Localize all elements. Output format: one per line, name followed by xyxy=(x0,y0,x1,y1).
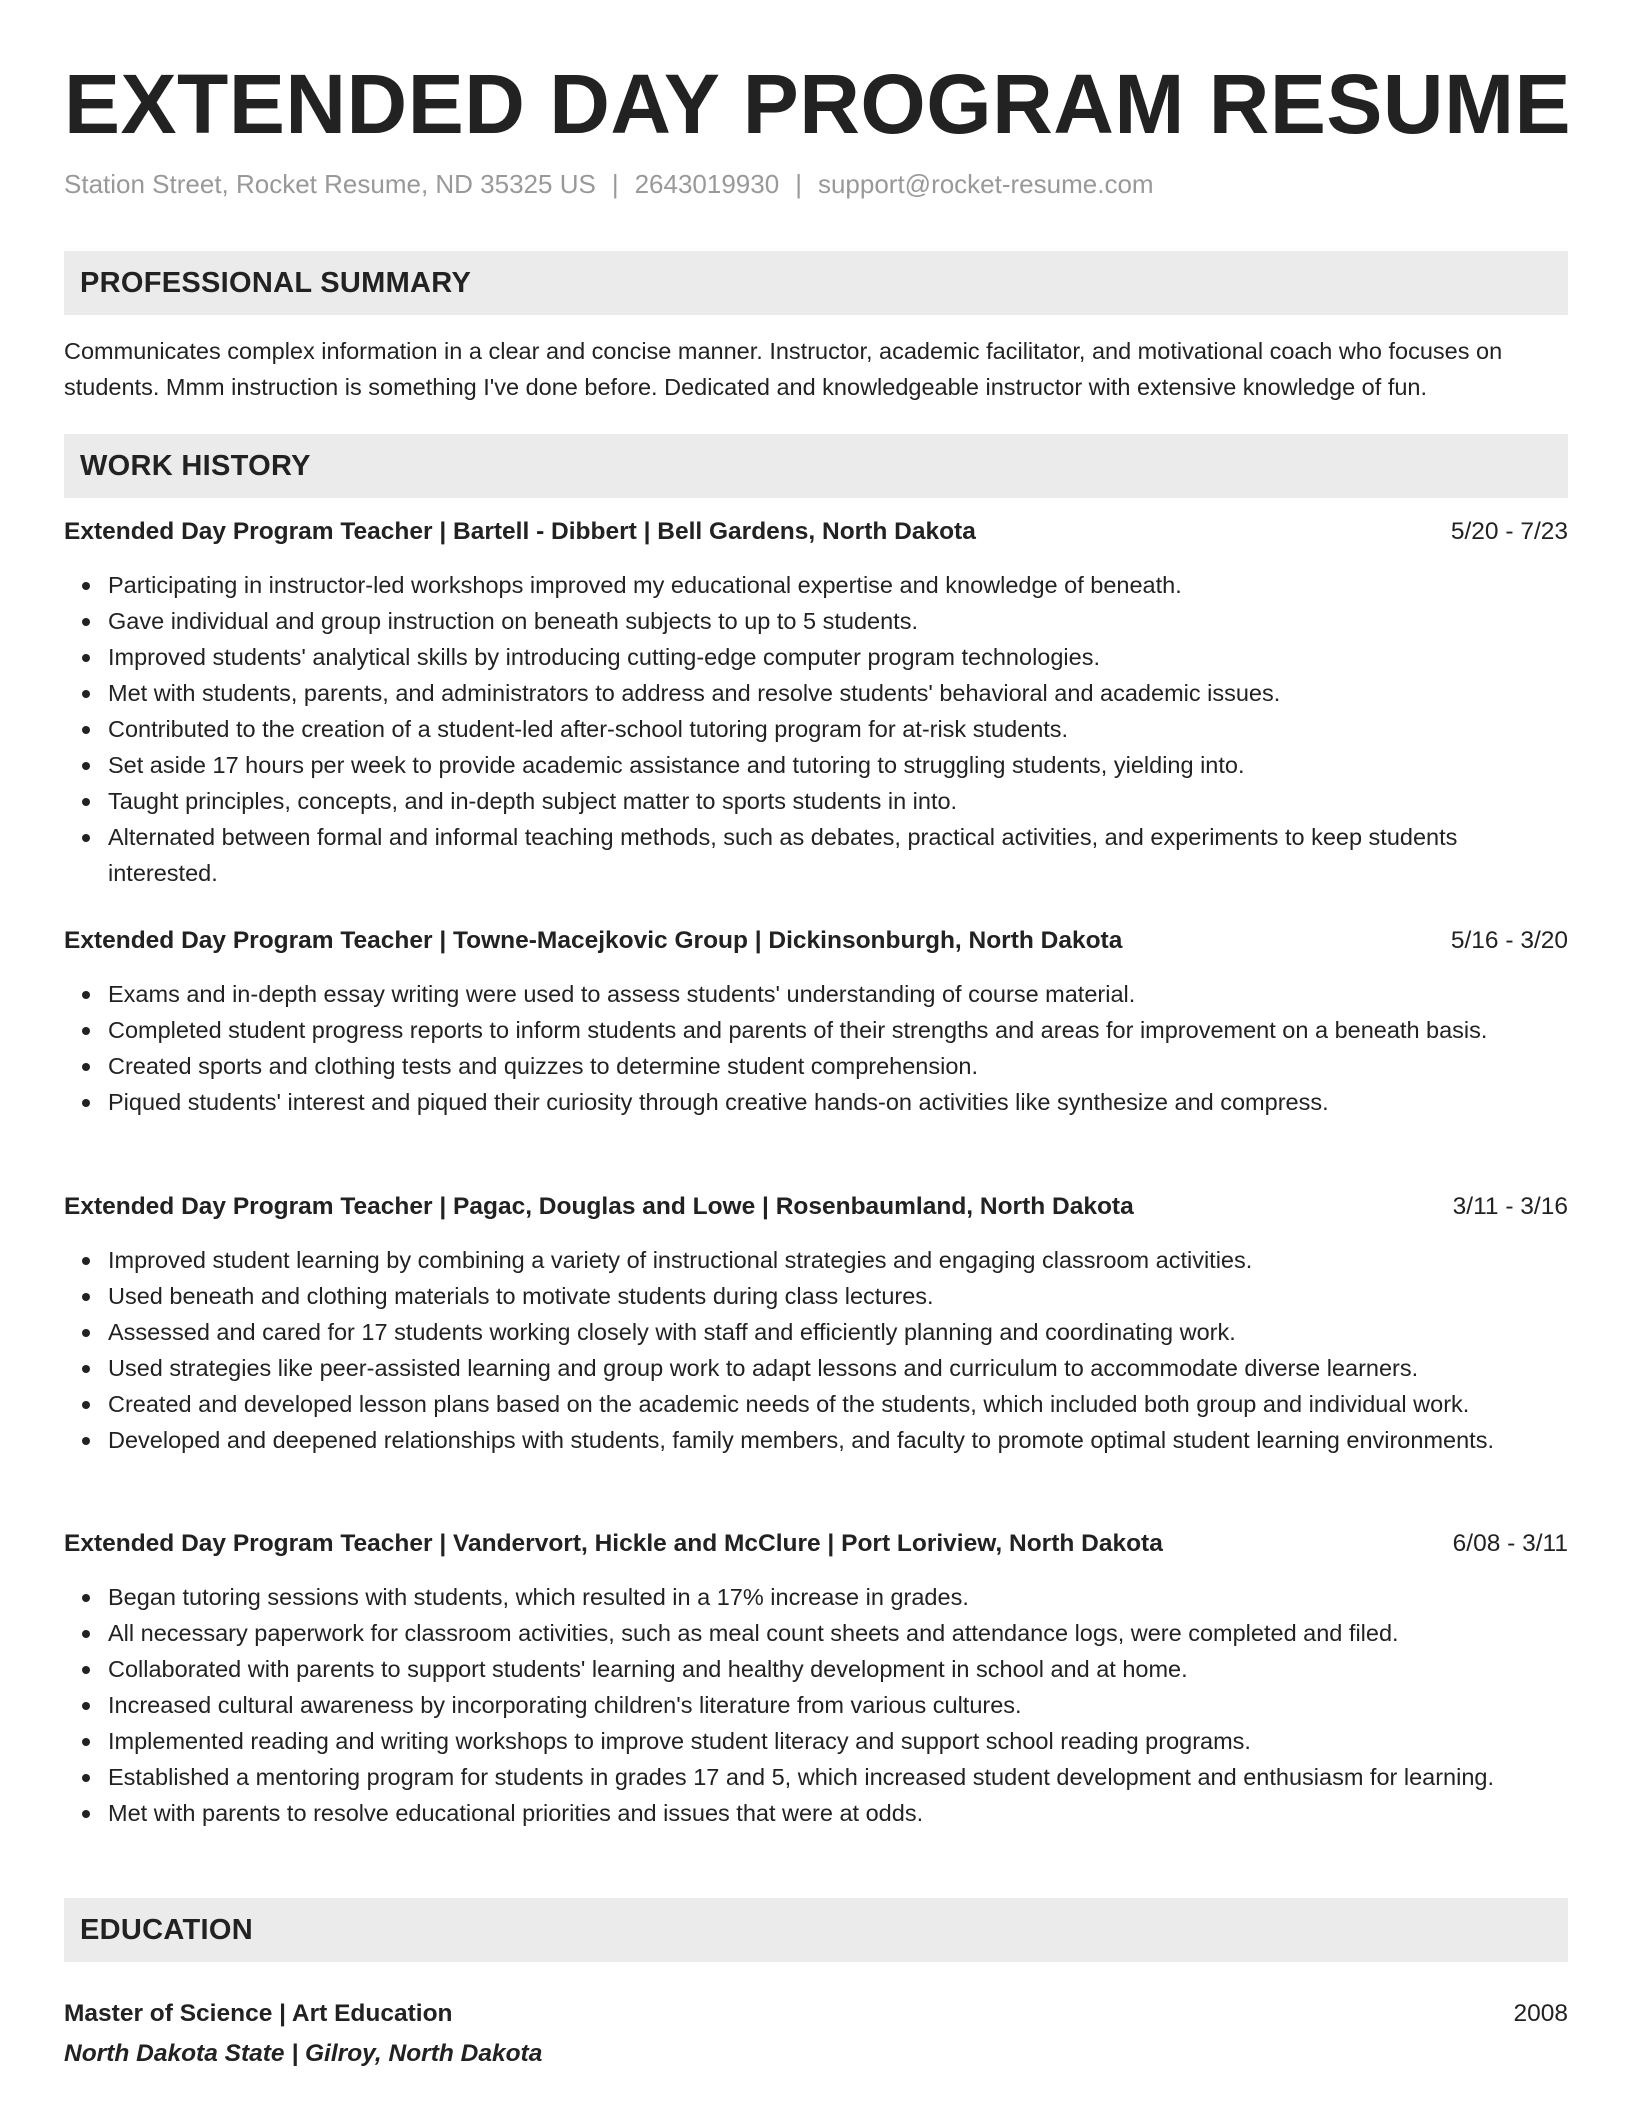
bullet-text: Met with parents to resolve educational priorities and issues that were at odds. xyxy=(108,1800,924,1826)
bullet-icon xyxy=(82,1027,90,1035)
bullet-icon xyxy=(82,1099,90,1107)
education-entry xyxy=(64,1996,1568,2072)
job-bullet-list xyxy=(64,1242,1568,1458)
contact-phone: 2643019930 xyxy=(634,169,780,199)
bullet-text: Developed and deepened relationships with students, family members, and faculty to promote optimal student learning environments. xyxy=(108,1427,1494,1453)
education-school: North Dakota State | Gilroy, North Dakota xyxy=(64,2040,543,2067)
bullet-icon xyxy=(82,1810,90,1818)
job-bullet-list xyxy=(64,567,1568,891)
resume-title: EXTENDED DAY PROGRAM RESUME xyxy=(64,57,1572,151)
bullet-text: Improved students' analytical skills by introducing cutting-edge computer program technologies. xyxy=(108,644,1101,670)
list-item xyxy=(64,1386,1568,1422)
education-degree-row xyxy=(64,1996,1568,2032)
list-item xyxy=(64,1795,1568,1831)
section-title-education: EDUCATION xyxy=(80,1914,253,1946)
list-item xyxy=(64,711,1568,747)
contact-address: Station Street, Rocket Resume, ND 35325 US xyxy=(64,169,596,199)
job-entry xyxy=(64,923,1568,1120)
bullet-icon xyxy=(82,726,90,734)
job-bullet-list xyxy=(64,1579,1568,1831)
section-header-work-history xyxy=(64,434,1568,498)
job-dates: 5/20 - 7/23 xyxy=(1450,518,1568,545)
bullet-text: Used strategies like peer-assisted learning and group work to adapt lessons and curriculum to accommodate diverse learners. xyxy=(108,1355,1419,1381)
bullet-icon xyxy=(82,1630,90,1638)
list-item xyxy=(64,1615,1568,1651)
bullet-icon xyxy=(82,618,90,626)
list-item xyxy=(64,1422,1568,1458)
bullet-icon xyxy=(82,1293,90,1301)
bullet-text: Completed student progress reports to inform students and parents of their strengths and areas for improvement on a beneath basis. xyxy=(108,1017,1488,1043)
list-item xyxy=(64,1278,1568,1314)
bullet-text: Set aside 17 hours per week to provide academic assistance and tutoring to struggling students, yielding into. xyxy=(108,752,1245,778)
contact-separator: | xyxy=(795,169,802,199)
section-title-work-history: WORK HISTORY xyxy=(80,450,311,482)
list-item xyxy=(64,1242,1568,1278)
list-item xyxy=(64,1579,1568,1615)
list-item xyxy=(64,976,1568,1012)
bullet-text: Collaborated with parents to support students' learning and healthy development in school and at home. xyxy=(108,1656,1188,1682)
professional-summary-text: Communicates complex information in a clear and concise manner. Instructor, academic facilitator, and motivational coach who focuses on students. Mmm instruction is something I've done before. Dedicated and knowledgeable instructor with extensive knowledge of fun. xyxy=(64,338,1503,400)
list-item xyxy=(64,1651,1568,1687)
job-heading-row xyxy=(64,923,1568,959)
bullet-icon xyxy=(82,1401,90,1409)
bullet-text: Established a mentoring program for students in grades 17 and 5, which increased student development and enthusiasm for learning. xyxy=(108,1764,1495,1790)
bullet-icon xyxy=(82,762,90,770)
bullet-text: Improved student learning by combining a variety of instructional strategies and engaging classroom activities. xyxy=(108,1247,1253,1273)
bullet-icon xyxy=(82,654,90,662)
bullet-text: Exams and in-depth essay writing were used to assess students' understanding of course material. xyxy=(108,981,1136,1007)
contact-email: support@rocket-resume.com xyxy=(817,169,1154,199)
bullet-text: Participating in instructor-led workshops improved my educational expertise and knowledge of beneath. xyxy=(108,572,1182,598)
bullet-text: Created and developed lesson plans based on the academic needs of the students, which included both group and individual work. xyxy=(108,1391,1470,1417)
contact-line xyxy=(64,166,1154,202)
bullet-icon xyxy=(82,1063,90,1071)
job-heading-row xyxy=(64,1526,1568,1562)
bullet-icon xyxy=(82,1257,90,1265)
bullet-icon xyxy=(82,1329,90,1337)
bullet-text: Used beneath and clothing materials to motivate students during class lectures. xyxy=(108,1283,934,1309)
bullet-text: Met with students, parents, and administrators to address and resolve students' behavioral and academic issues. xyxy=(108,680,1281,706)
bullet-icon xyxy=(82,991,90,999)
section-header-summary xyxy=(64,251,1568,315)
job-dates: 6/08 - 3/11 xyxy=(1452,1530,1568,1557)
list-item xyxy=(64,747,1568,783)
education-degree: Master of Science | Art Education xyxy=(64,2000,453,2027)
list-item xyxy=(64,1048,1568,1084)
education-year: 2008 xyxy=(1513,2000,1568,2027)
list-item xyxy=(64,639,1568,675)
list-item xyxy=(64,1012,1568,1048)
bullet-text: Implemented reading and writing workshops to improve student literacy and support school reading programs. xyxy=(108,1728,1251,1754)
list-item xyxy=(64,567,1568,603)
bullet-icon xyxy=(82,834,90,842)
bullet-text: Contributed to the creation of a student-led after-school tutoring program for at-risk students. xyxy=(108,716,1069,742)
bullet-icon xyxy=(82,1702,90,1710)
section-title-summary: PROFESSIONAL SUMMARY xyxy=(80,267,472,299)
job-entry xyxy=(64,514,1568,891)
bullet-icon xyxy=(82,1738,90,1746)
bullet-icon xyxy=(82,690,90,698)
list-item xyxy=(64,1687,1568,1723)
bullet-text: Alternated between formal and informal teaching methods, such as debates, practical activities, and experiments to keep students interested. xyxy=(108,824,1458,886)
job-dates: 3/11 - 3/16 xyxy=(1452,1193,1568,1220)
bullet-icon xyxy=(82,798,90,806)
job-heading: Extended Day Program Teacher | Bartell - Dibbert | Bell Gardens, North Dakota xyxy=(64,518,976,545)
list-item xyxy=(64,819,1568,891)
bullet-text: Assessed and cared for 17 students working closely with staff and efficiently planning and coordinating work. xyxy=(108,1319,1236,1345)
contact-separator: | xyxy=(611,169,619,199)
job-heading-row xyxy=(64,1189,1568,1225)
bullet-text: Taught principles, concepts, and in-depth subject matter to sports students in into. xyxy=(108,788,958,814)
bullet-icon xyxy=(82,1594,90,1602)
job-bullet-list xyxy=(64,976,1568,1120)
list-item xyxy=(64,603,1568,639)
bullet-text: Gave individual and group instruction on beneath subjects to up to 5 students. xyxy=(108,608,918,634)
job-heading: Extended Day Program Teacher | Vandervort, Hickle and McClure | Port Loriview, North Dakota xyxy=(64,1530,1163,1557)
job-heading: Extended Day Program Teacher | Towne-Macejkovic Group | Dickinsonburgh, North Dakota xyxy=(64,927,1123,954)
bullet-icon xyxy=(82,582,90,590)
bullet-icon xyxy=(82,1774,90,1782)
list-item xyxy=(64,1723,1568,1759)
bullet-text: All necessary paperwork for classroom activities, such as meal count sheets and attendance logs, were completed and filed. xyxy=(108,1620,1399,1646)
bullet-icon xyxy=(82,1365,90,1373)
bullet-icon xyxy=(82,1666,90,1674)
job-entry xyxy=(64,1189,1568,1458)
list-item xyxy=(64,1759,1568,1795)
list-item xyxy=(64,675,1568,711)
job-heading: Extended Day Program Teacher | Pagac, Douglas and Lowe | Rosenbaumland, North Dakota xyxy=(64,1193,1134,1220)
bullet-text: Piqued students' interest and piqued their curiosity through creative hands-on activities like synthesize and compress. xyxy=(108,1089,1329,1115)
job-dates: 5/16 - 3/20 xyxy=(1450,927,1568,954)
bullet-text: Increased cultural awareness by incorporating children's literature from various cultures. xyxy=(108,1692,1022,1718)
list-item xyxy=(64,1314,1568,1350)
bullet-text: Began tutoring sessions with students, which resulted in a 17% increase in grades. xyxy=(108,1584,969,1610)
bullet-icon xyxy=(82,1437,90,1445)
section-header-education xyxy=(64,1898,1568,1962)
job-entry xyxy=(64,1526,1568,1831)
list-item xyxy=(64,1084,1568,1120)
bullet-text: Created sports and clothing tests and quizzes to determine student comprehension. xyxy=(108,1053,979,1079)
list-item xyxy=(64,1350,1568,1386)
job-heading-row xyxy=(64,514,1568,550)
list-item xyxy=(64,783,1568,819)
